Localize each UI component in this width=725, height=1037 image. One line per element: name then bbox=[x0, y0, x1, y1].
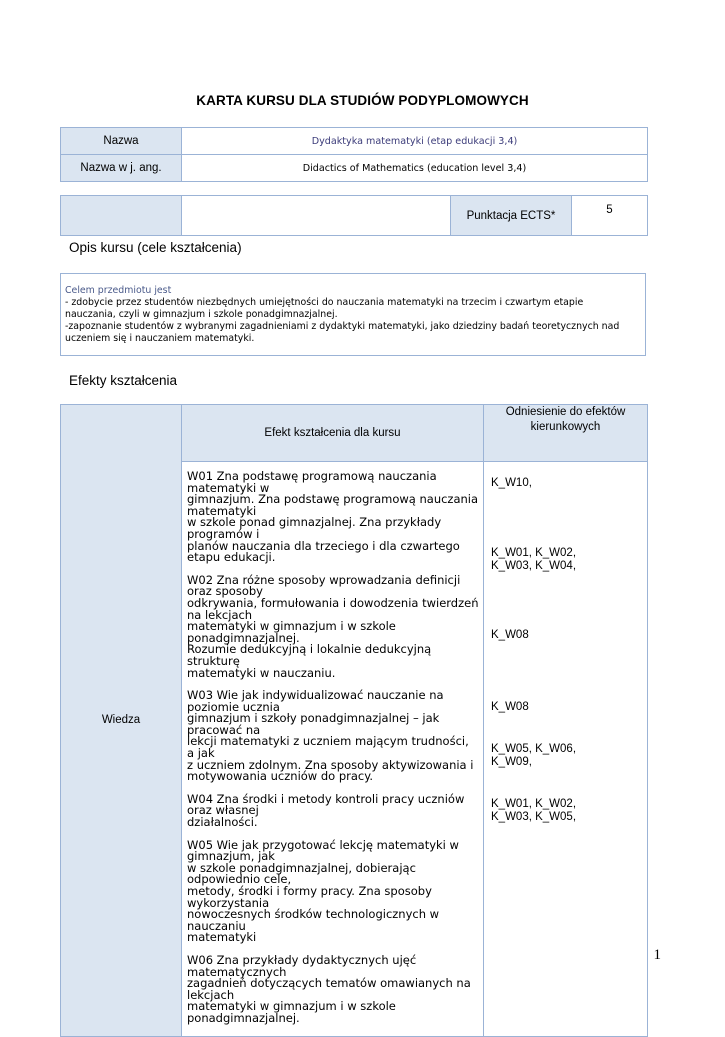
ects-blank-cell bbox=[61, 196, 182, 236]
references-list bbox=[484, 462, 648, 1037]
opis-box bbox=[60, 273, 646, 356]
col-odniesienie-line: kierunkowych bbox=[530, 421, 601, 433]
category-wiedza: Wiedza bbox=[61, 405, 182, 1037]
ects-label: Punktacja ECTS* bbox=[451, 196, 572, 236]
name-value: Dydaktyka matematyki (etap edukacji 3,4) bbox=[182, 128, 648, 155]
name-label: Nazwa bbox=[61, 128, 182, 155]
opis-line: uczeniem się i nauczaniem matematyki. bbox=[65, 333, 255, 344]
effect-W05: W05 Wie jak przygotować lekcję matematyki w gimnazjum, jak w szkole ponadgimnazjalnej, dobierając odpowiednio cele, metody, środki i formy pracy. Zna sposoby wykorzystania nowoczesnych środków technologicznych w nauczaniu matematyki bbox=[187, 837, 459, 945]
effect-W04: W04 Zna środki i metody kontroli pracy uczniów oraz własnej działalności. bbox=[187, 791, 465, 830]
ref-W03: K_W08 bbox=[491, 629, 529, 641]
opis-line: -zapoznanie studentów z wybranymi zagadnieniami z dydaktyki matematyki, jako dziedziny badań teoretycznych nad bbox=[65, 321, 620, 332]
ref-W05: K_W05, K_W06, K_W09, bbox=[491, 743, 577, 768]
efekty-list bbox=[182, 462, 484, 1037]
effect-W01: W01 Zna podstawę programową nauczania matematyki w gimnazjum. Zna podstawę programową nauczania matematyki w szkole ponad gimnazjalnej. Zna przykłady programów i planów nauczania dla trzeciego i dla czwartego etapu edukacji. bbox=[187, 469, 479, 565]
opis-heading: Opis kursu (cele kształcenia) bbox=[69, 240, 242, 255]
ects-empty-cell bbox=[182, 196, 451, 236]
opis-line: Celem przedmiotu jest bbox=[65, 285, 172, 296]
col-odniesienie-line: Odniesienie do efektów bbox=[505, 406, 626, 418]
efekty-heading: Efekty kształcenia bbox=[69, 373, 178, 388]
ref-W01: K_W10, bbox=[491, 477, 532, 489]
effect-W03: W03 Wie jak indywidualizować nauczanie na poziomie ucznia gimnazjum i szkoły ponadgimnazjalnej – jak pracować na lekcji matematyki z uczniem mającym trudności, a jak z uczniem zdolnym. Zna sposoby aktywizowania i motywowania uczniów do pracy. bbox=[187, 688, 474, 784]
ects-table bbox=[60, 195, 648, 236]
col-efekt-header: Efekt kształcenia dla kursu bbox=[182, 405, 484, 462]
ref-W02: K_W01, K_W02, K_W03, K_W04, bbox=[491, 547, 577, 572]
efekty-table bbox=[60, 404, 648, 1037]
course-name-table bbox=[60, 127, 648, 182]
effect-W02: W02 Zna różne sposoby wprowadzania definicji oraz sposoby odkrywania, formułowania i dowodzenia twierdzeń na lekcjach matematyki w gimnazjum i w szkole ponadgimnazjalnej. Rozumie dedukcyjną i lokalnie dedukcyjną strukturę matematyki w nauczaniu. bbox=[187, 572, 479, 680]
page-title: KARTA KURSU DLA STUDIÓW PODYPLOMOWYCH bbox=[196, 93, 529, 108]
col-odniesienie-header bbox=[484, 405, 648, 462]
opis-line: - zdobycie przez studentów niezbędnych umiejętności do nauczania matematyki na trzecim i czwartym etapie bbox=[65, 297, 584, 308]
name-english-value: Didactics of Mathematics (education level 3,4) bbox=[182, 155, 648, 182]
name-english-label: Nazwa w j. ang. bbox=[61, 155, 182, 182]
ref-W06: K_W01, K_W02, K_W03, K_W05, bbox=[491, 798, 577, 823]
opis-line: nauczania, czyli w gimnazjum i szkole ponadgimnazjalnej. bbox=[65, 309, 338, 320]
page-number: 1 bbox=[653, 947, 661, 963]
ref-W04: K_W08 bbox=[491, 701, 529, 713]
effect-W06: W06 Zna przykłady dydaktycznych ujęć matematycznych zagadnień dotyczących tematów omawianych na lekcjach matematyki w gimnazjum i w szkole ponadgimnazjalnej. bbox=[187, 952, 471, 1025]
ects-value: 5 bbox=[572, 196, 648, 236]
